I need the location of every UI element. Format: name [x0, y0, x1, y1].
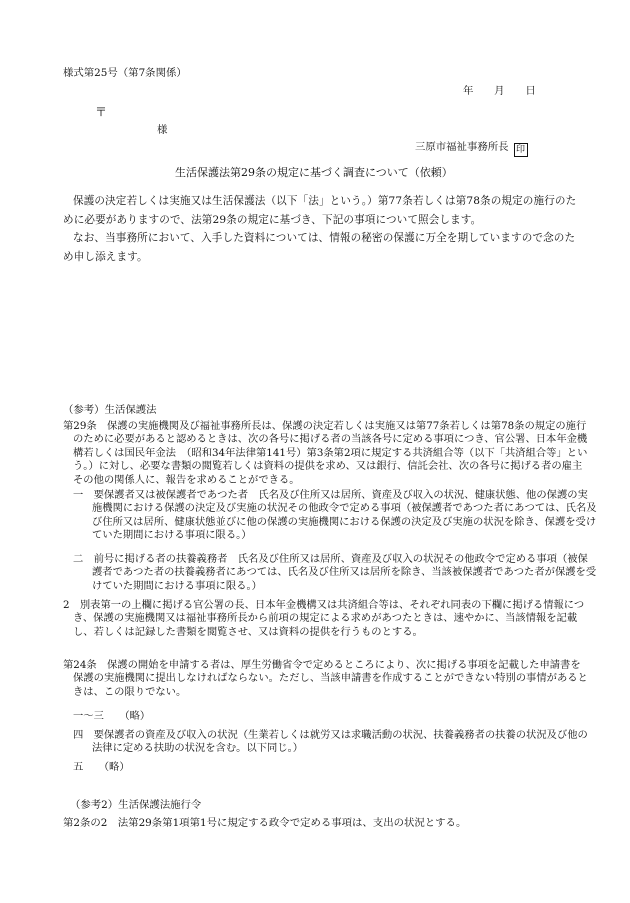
sender-name: 三原市福祉事務所長 [415, 141, 509, 153]
article-29: 第29条 保護の実施機関及び福祉事務所長は、保護の決定若しくは実施又は第77条若しくは第78条の規定の施行のために必要があると認めるときは、次の各号に掲げる者の当該各号に定める事項につき、官公署、日本年金機構若しくは国民年金法 （昭和34年法律第141号）第3条第2項に規定する共済組合等（以下「共済組合等」という。）に対し、必要な書類の閲覧若しくは資料の提供を求め、又は銀行、信託会社、次の各号に掲げる者の雇主その他の関係人に、報告を求めることができる。 [63, 420, 588, 486]
article-24-item-5: 五 （略） [73, 761, 130, 773]
document-title: 生活保護法第29条の規定に基づく調査について（依頼） [175, 166, 453, 179]
form-number: 様式第25号（第7条関係） [63, 67, 187, 79]
body-paragraph-2: なお、当事務所において、入手した資料については、情報の秘密の保護に万全を期していますので念のため申し添えます。 [63, 232, 576, 263]
article-29-paragraph-2: 2 別表第一の上欄に掲げる官公署の長、日本年金機構又は共済組合等は、それぞれ同表の下欄に掲げる情報につき、保護の実施機関又は福祉事務所長から前項の規定による求めがあつたときは、速やかに、当該情報を記載し、若しくは記録した書類を閲覧させ、又は資料の提供を行うものとする。 [63, 599, 585, 638]
enforcement-order-article-2-2: 第2条の2 法第29条第1項第1号に規定する政令で定める事項は、支出の状況とする。 [63, 817, 467, 829]
addressee-suffix: 様 [157, 124, 168, 136]
sender-line [415, 142, 528, 157]
article-24-items-1-3: 一～三 （略） [73, 710, 151, 722]
reference-2-heading: （参考2）生活保護法施行令 [70, 799, 202, 811]
article-24: 第24条 保護の開始を申請する者は、厚生労働省令で定めるところにより、次に掲げる事項を記載した申請書を保護の実施機関に提出しなければならない。ただし、当該申請書を作成することができない特別の事情があるときは、この限りでない。 [63, 659, 588, 698]
postal-mark: 〒 [95, 105, 108, 119]
seal-mark: 印 [514, 143, 528, 157]
reference-heading: （参考）生活保護法 [63, 404, 157, 416]
article-29-item-1: 一 要保護者又は被保護者であつた者 氏名及び住所又は居所、資産及び収入の状況、健康状態、他の保護の実施機関における保護の決定及び実施の状況その他政令で定める事項（被保護者であつた者にあつては、氏名及び住所又は居所、健康状態並びに他の保護の実施機関における保護の決定及び実施の状況を除き、保護を受けていた期間における事項に限る。） [73, 489, 597, 542]
article-29-item-2: 二 前号に掲げる者の扶養義務者 氏名及び住所又は居所、資産及び収入の状況その他政令で定める事項（被保護者であつた者の扶養義務者にあつては、氏名及び住所又は居所を除き、当該被保護者であつた者が保護を受けていた期間における事項に限る。） [73, 553, 597, 592]
article-24-item-4: 四 要保護者の資産及び収入の状況（生業若しくは就労又は求職活動の状況、扶養義務者の扶養の状況及び他の法律に定める扶助の状況を含む。以下同じ。） [73, 729, 588, 755]
body-paragraph-1: 保護の決定若しくは実施又は生活保護法（以下「法」という。）第77条若しくは第78条の規定の施行のために必要がありますので、法第29条の規定に基づき、下記の事項について照会します。 [63, 195, 577, 226]
date-line: 年 月 日 [463, 85, 536, 97]
